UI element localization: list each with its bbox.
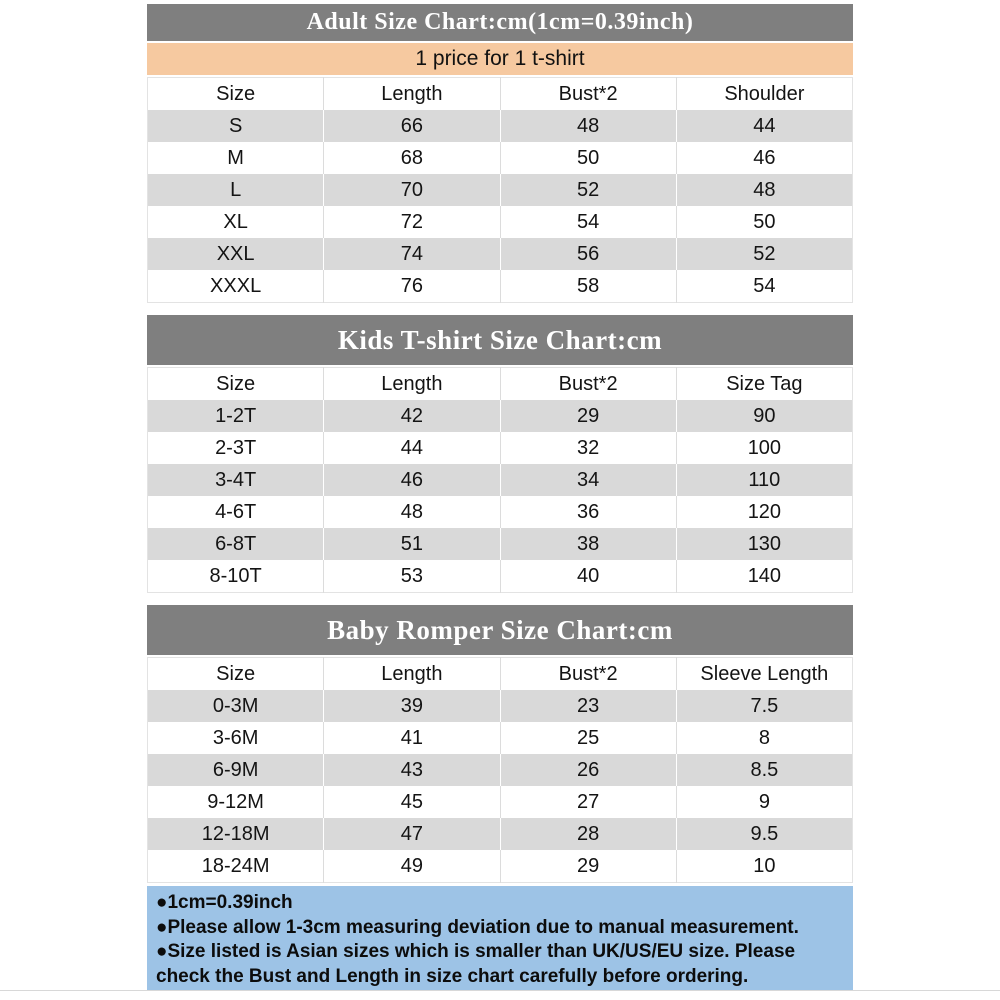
table-cell: 50 <box>676 206 852 238</box>
table-row <box>148 818 853 850</box>
table-cell: 52 <box>500 174 676 206</box>
table-cell: 8 <box>676 722 852 754</box>
table-cell: 28 <box>500 818 676 850</box>
table-cell: 6-8T <box>148 528 324 560</box>
adult-size-chart-section <box>147 4 853 303</box>
table-cell: XXXL <box>210 274 262 297</box>
table-cell: 34 <box>500 464 676 496</box>
table-cell: 9.5 <box>676 818 852 850</box>
table-row <box>148 174 853 206</box>
table-cell: 18-24M <box>201 854 270 877</box>
column-header: Size <box>216 372 256 395</box>
table-cell: 7.5 <box>676 690 852 722</box>
table-cell: 27 <box>500 786 676 818</box>
column-header: Bust*2 <box>500 368 676 401</box>
table-row <box>148 754 853 786</box>
table-row <box>148 850 853 883</box>
table-cell: 66 <box>324 110 500 142</box>
table-cell: 8-10T <box>209 564 262 587</box>
table-cell: 46 <box>324 464 500 496</box>
table-cell: 48 <box>676 174 852 206</box>
table-cell: 9-12M <box>207 790 264 813</box>
table-cell: 48 <box>500 110 676 142</box>
table-cell: 51 <box>324 528 500 560</box>
table-row <box>148 110 853 142</box>
table-cell: 140 <box>676 560 852 593</box>
table-cell: 29 <box>500 850 676 883</box>
table-cell: 41 <box>324 722 500 754</box>
table-cell: S <box>148 110 324 142</box>
table-cell: 12-18M <box>148 818 324 850</box>
column-header: Bust*2 <box>500 658 676 691</box>
column-header: Shoulder <box>676 78 852 111</box>
table-cell: 46 <box>676 142 852 174</box>
table-cell: 42 <box>324 400 500 432</box>
table-cell: 54 <box>676 270 852 303</box>
column-header: Sleeve Length <box>676 658 852 691</box>
baby-size-chart-section <box>147 605 853 883</box>
table-row <box>148 722 853 754</box>
table-row <box>148 496 853 528</box>
table-cell: 10 <box>676 850 852 883</box>
table-cell: 48 <box>324 496 500 528</box>
table-cell: 25 <box>500 722 676 754</box>
table-cell: 56 <box>500 238 676 270</box>
adult-chart-title: Adult Size Chart:cm(1cm=0.39inch) <box>147 4 853 41</box>
table-cell: 44 <box>324 432 500 464</box>
table-cell: 29 <box>500 400 676 432</box>
table-cell: 3-6M <box>212 726 259 749</box>
table-row <box>148 142 853 174</box>
table-cell: 1-2T <box>148 400 324 432</box>
table-cell: 32 <box>500 432 676 464</box>
kids-size-table <box>147 367 853 593</box>
table-cell: 76 <box>324 270 500 303</box>
table-cell: 130 <box>676 528 852 560</box>
table-row <box>148 560 853 593</box>
table-cell: 49 <box>324 850 500 883</box>
table-cell: XXL <box>148 238 324 270</box>
table-cell: 44 <box>676 110 852 142</box>
table-row <box>148 238 853 270</box>
column-header: Size <box>216 82 256 105</box>
table-cell: 0-3M <box>148 690 324 722</box>
note-asian-sizes: ●Size listed is Asian sizes which is smaller than UK/US/EU size. Please check the Bust and Length in size chart carefully before ordering. <box>156 941 796 988</box>
baby-size-table <box>147 657 853 883</box>
table-row <box>148 270 853 303</box>
adult-size-table <box>147 77 853 303</box>
table-cell: 110 <box>676 464 852 496</box>
table-cell: 90 <box>676 400 852 432</box>
table-cell: 52 <box>676 238 852 270</box>
table-cell: XL <box>223 210 248 233</box>
table-cell: 3-4T <box>148 464 324 496</box>
table-cell: 9 <box>676 786 852 818</box>
table-cell: 39 <box>324 690 500 722</box>
table-cell: 70 <box>324 174 500 206</box>
baby-chart-title: Baby Romper Size Chart:cm <box>147 605 853 655</box>
table-cell: 68 <box>324 142 500 174</box>
table-header-row <box>148 368 853 401</box>
table-cell: 2-3T <box>215 436 257 459</box>
column-header: Length <box>324 368 500 401</box>
table-cell: 50 <box>500 142 676 174</box>
table-cell: 120 <box>676 496 852 528</box>
table-cell: 38 <box>500 528 676 560</box>
note-measuring-deviation: ●Please allow 1-3cm measuring deviation due to manual measurement. <box>156 916 799 938</box>
column-header: Size Tag <box>676 368 852 401</box>
column-header: Size <box>216 662 256 685</box>
kids-chart-title: Kids T-shirt Size Chart:cm <box>147 315 853 365</box>
table-cell: 23 <box>500 690 676 722</box>
price-banner: 1 price for 1 t-shirt <box>147 43 853 75</box>
section-spacer <box>147 303 853 315</box>
table-cell: M <box>227 146 244 169</box>
bottom-divider <box>0 990 1000 991</box>
table-row <box>148 400 853 432</box>
table-row <box>148 690 853 722</box>
table-row <box>148 528 853 560</box>
table-cell: 74 <box>324 238 500 270</box>
table-cell: 8.5 <box>676 754 852 786</box>
table-cell: 45 <box>324 786 500 818</box>
kids-size-chart-section <box>147 315 853 593</box>
table-cell: 100 <box>676 432 852 464</box>
table-cell: 4-6T <box>215 500 257 523</box>
table-cell: 53 <box>324 560 500 593</box>
table-header-row <box>148 78 853 111</box>
table-cell: 36 <box>500 496 676 528</box>
column-header: Bust*2 <box>500 78 676 111</box>
table-row <box>148 786 853 818</box>
table-cell: 40 <box>500 560 676 593</box>
table-cell: 72 <box>324 206 500 238</box>
notes-box <box>147 886 853 990</box>
table-cell: 58 <box>500 270 676 303</box>
table-cell: 6-9M <box>148 754 324 786</box>
table-row <box>148 464 853 496</box>
note-cm-conversion: ●1cm=0.39inch <box>156 892 293 913</box>
table-row <box>148 432 853 464</box>
table-cell: 26 <box>500 754 676 786</box>
size-chart-image <box>147 4 853 990</box>
column-header: Length <box>324 658 500 691</box>
table-header-row <box>148 658 853 691</box>
table-cell: L <box>148 174 324 206</box>
table-row <box>148 206 853 238</box>
table-cell: 54 <box>500 206 676 238</box>
section-spacer <box>147 593 853 605</box>
table-cell: 47 <box>324 818 500 850</box>
table-cell: 43 <box>324 754 500 786</box>
column-header: Length <box>324 78 500 111</box>
